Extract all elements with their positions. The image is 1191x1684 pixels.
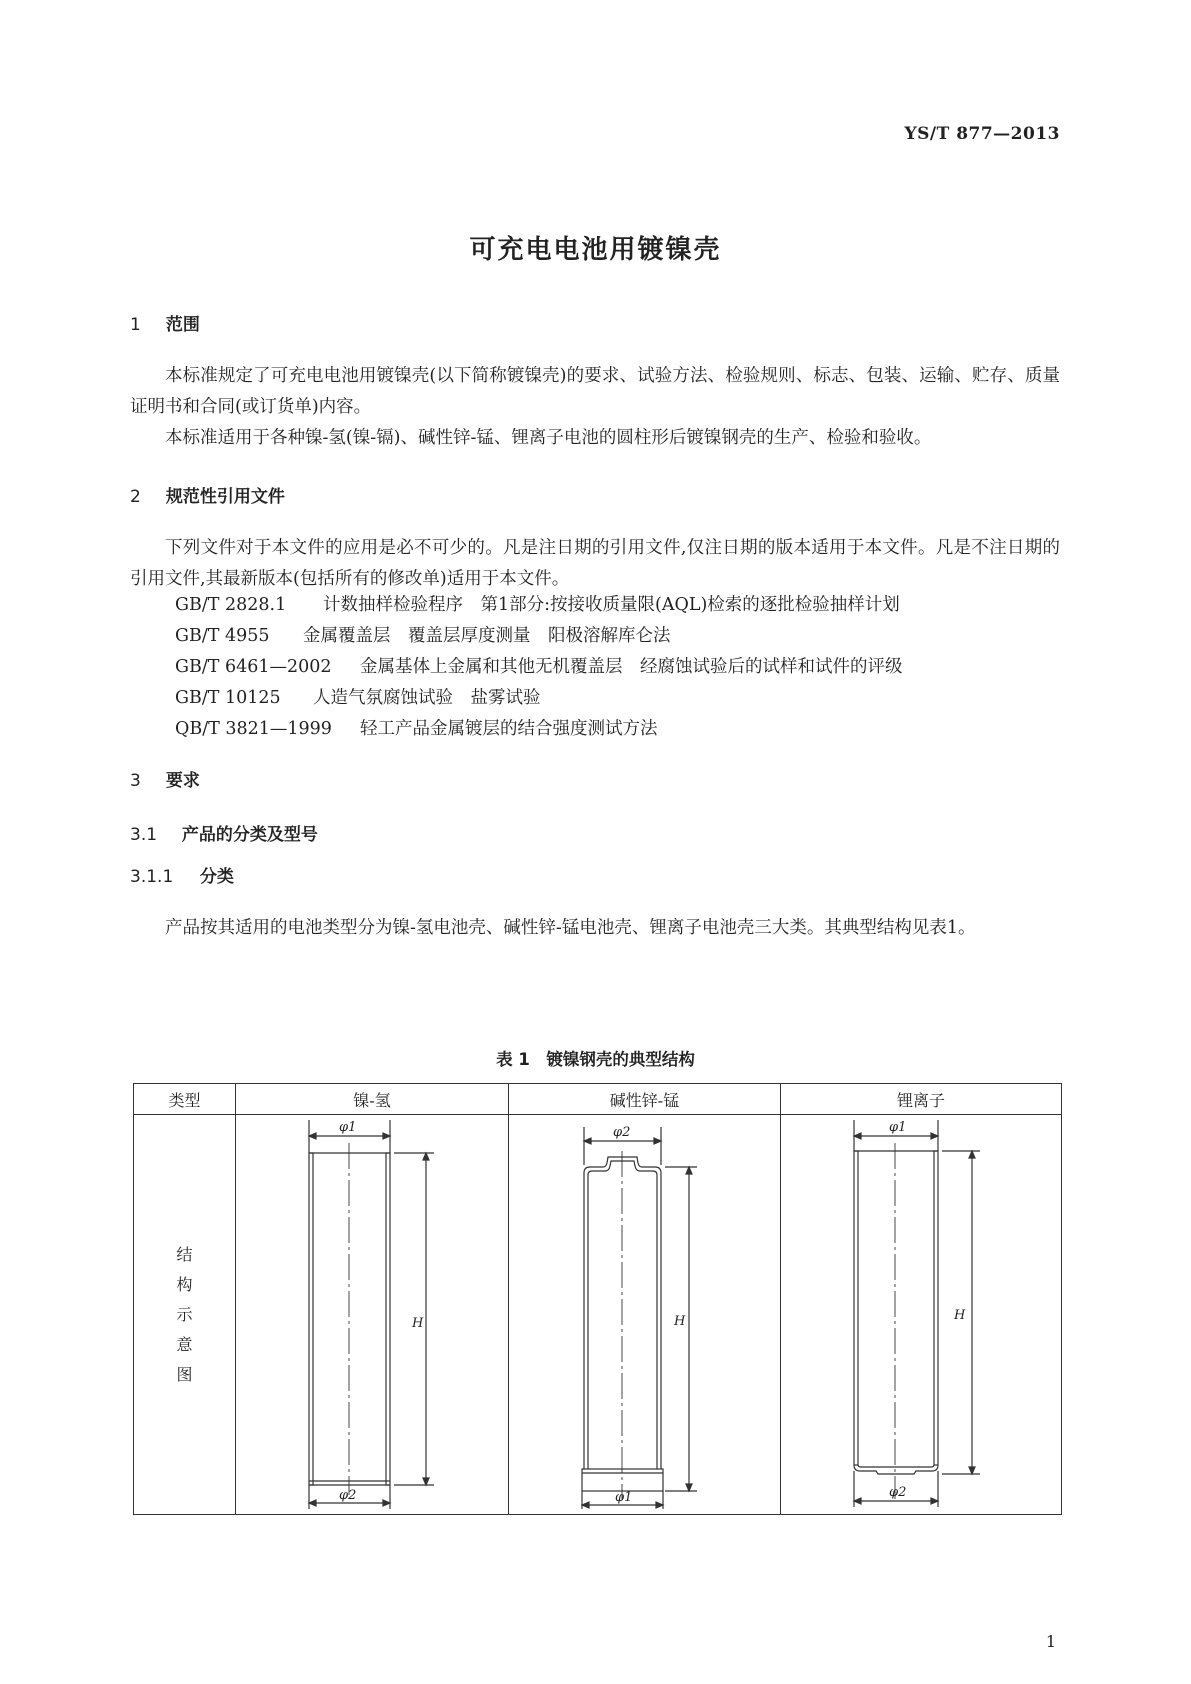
paragraph: 产品按其适用的电池类型分为镍-氢电池壳、碱性锌-锰电池壳、锂离子电池壳三大类。其典型结构见表1。 <box>165 918 976 938</box>
dim-label-bottom: φ1 <box>615 1490 633 1505</box>
dim-label-height: H <box>412 1316 424 1331</box>
section-3-1-number: 3.1 <box>130 825 158 845</box>
reference-item <box>175 590 903 621</box>
section-1-heading <box>130 310 200 335</box>
reference-code: GB/T 4955 <box>175 626 270 646</box>
reference-code: GB/T 10125 <box>175 688 281 708</box>
structure-table <box>133 1083 1062 1515</box>
dim-label-top: φ2 <box>613 1125 631 1140</box>
reference-title: 计数抽样检验程序 第1部分:按接收质量限(AQL)检索的逐批检验抽样计划 <box>323 595 900 615</box>
reference-title: 轻工产品金属镀层的结合强度测试方法 <box>360 719 658 739</box>
reference-item <box>175 621 903 652</box>
section-2-title: 规范性引用文件 <box>165 487 285 507</box>
row-label-char: 示 <box>176 1304 193 1324</box>
table-header-row <box>134 1084 1062 1115</box>
reference-item <box>175 652 903 683</box>
dim-label-top: φ1 <box>889 1120 907 1135</box>
section-1-number: 1 <box>130 315 141 335</box>
paragraph: 本标准规定了可充电电池用镀镍壳(以下简称镀镍壳)的要求、试验方法、检验规则、标志、包装、运输、贮存、质量证明书和合同(或订货单)内容。 <box>130 366 1060 417</box>
paragraph: 下列文件对于本文件的应用是必不可少的。凡是注日期的引用文件,仅注日期的版本适用于本文件。凡是不注日期的引用文件,其最新版本(包括所有的修改单)适用于本文件。 <box>130 538 1060 589</box>
row-label-cell <box>134 1115 236 1515</box>
dim-label-top: φ1 <box>339 1120 357 1135</box>
row-label-char: 结 <box>176 1244 193 1264</box>
reference-code: GB/T 2828.1 <box>175 595 287 615</box>
section-2-body <box>130 533 1060 595</box>
table-row <box>134 1115 1062 1515</box>
section-3-number: 3 <box>130 771 141 791</box>
reference-item <box>175 683 903 714</box>
section-3-heading <box>130 766 200 791</box>
diagram-cell-nimh <box>236 1115 509 1515</box>
section-2-number: 2 <box>130 487 141 507</box>
reference-title: 金属覆盖层 覆盖层厚度测量 阳极溶解库仑法 <box>303 626 671 646</box>
dim-label-bottom: φ2 <box>339 1488 357 1503</box>
header-cell-alkaline: 碱性锌-锰 <box>509 1084 781 1115</box>
header-cell-liion: 锂离子 <box>781 1084 1062 1115</box>
reference-title: 金属基体上金属和其他无机覆盖层 经腐蚀试验后的试样和试件的评级 <box>360 657 903 677</box>
standard-code: YS/T 877—2013 <box>904 124 1060 144</box>
section-3-1-1-title: 分类 <box>199 867 234 887</box>
reference-code: QB/T 3821—1999 <box>175 719 332 739</box>
section-3-1-heading <box>130 820 318 845</box>
reference-code: GB/T 6461—2002 <box>175 657 332 677</box>
diagram-cell-liion <box>781 1115 1062 1515</box>
row-label <box>134 1240 235 1390</box>
section-3-1-1-heading <box>130 862 234 887</box>
section-3-title: 要求 <box>165 771 200 791</box>
dim-label-bottom: φ2 <box>889 1485 907 1500</box>
row-label-char: 构 <box>176 1274 193 1294</box>
header-cell-nimh: 镍-氢 <box>236 1084 509 1115</box>
nimh-shell-diagram <box>236 1115 508 1514</box>
diagram-cell-alkaline <box>509 1115 781 1515</box>
reference-title: 人造气氛腐蚀试验 盐雾试验 <box>313 688 541 708</box>
section-1-title: 范围 <box>165 315 200 335</box>
dim-label-height: H <box>954 1308 966 1323</box>
table-caption: 表 1 镀镍钢壳的典型结构 <box>496 1050 695 1069</box>
section-2-heading <box>130 482 285 507</box>
dim-label-height: H <box>674 1314 686 1329</box>
row-label-char: 图 <box>176 1364 193 1384</box>
header-cell-type: 类型 <box>134 1084 236 1115</box>
page-number: 1 <box>1045 1632 1056 1651</box>
row-label-char: 意 <box>176 1334 193 1354</box>
section-3-1-1-body <box>130 913 1060 944</box>
document-title: 可充电电池用镀镍壳 <box>469 235 722 265</box>
liion-shell-diagram <box>781 1115 1061 1514</box>
reference-item <box>175 714 903 745</box>
section-1-body <box>130 361 1060 454</box>
section-3-1-1-number: 3.1.1 <box>130 867 174 887</box>
alkaline-shell-diagram <box>509 1115 780 1514</box>
reference-list <box>175 590 903 745</box>
paragraph: 本标准适用于各种镍-氢(镍-镉)、碱性锌-锰、锂离子电池的圆柱形后镀镍钢壳的生产、检验和验收。 <box>165 428 932 448</box>
section-3-1-title: 产品的分类及型号 <box>181 825 318 845</box>
